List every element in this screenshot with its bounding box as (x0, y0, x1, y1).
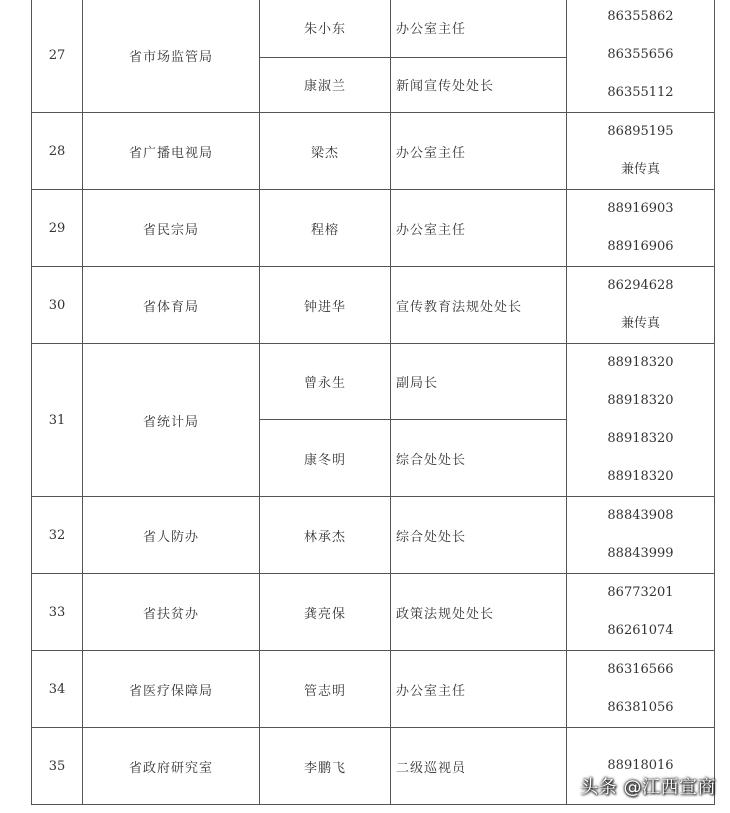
contact-name: 林承杰 (260, 497, 391, 574)
contact-name: 龚亮保 (260, 574, 391, 651)
phone-cell (567, 267, 715, 344)
organization: 省政府研究室 (83, 728, 260, 805)
phone-cell (567, 574, 715, 651)
row-number: 35 (32, 728, 83, 805)
contact-name: 程榕 (260, 190, 391, 267)
phone-number: 86381056 (607, 700, 674, 715)
contact-title: 办公室主任 (391, 190, 567, 267)
phone-number: 86294628 (607, 278, 674, 293)
watermark: 头条 @江西宣商 (580, 777, 716, 798)
contact-title: 办公室主任 (391, 651, 567, 728)
contact-table (31, 0, 715, 805)
contact-title: 综合处处长 (391, 420, 567, 497)
table-row (32, 497, 715, 574)
contact-title: 副局长 (391, 344, 567, 420)
organization: 省医疗保障局 (83, 651, 260, 728)
organization: 省体育局 (83, 267, 260, 344)
row-number: 31 (32, 344, 83, 497)
contact-name: 钟进华 (260, 267, 391, 344)
contact-name: 管志明 (260, 651, 391, 728)
phone-number: 86773201 (607, 585, 674, 600)
phone-number: 88918320 (607, 469, 674, 484)
contact-title: 办公室主任 (391, 113, 567, 190)
contact-title: 政策法规处处长 (391, 574, 567, 651)
phone-cell (567, 190, 715, 267)
phone-number: 88916906 (607, 239, 674, 254)
row-number: 29 (32, 190, 83, 267)
phone-number: 88918320 (607, 431, 674, 446)
phone-number: 88918320 (607, 355, 674, 370)
phone-number: 86895195 (607, 124, 674, 139)
table-row (32, 574, 715, 651)
contact-name: 康淑兰 (260, 57, 391, 112)
contact-title: 宣传教育法规处处长 (391, 267, 567, 344)
phone-note: 兼传真 (620, 316, 660, 331)
table-row (32, 0, 715, 57)
contact-name: 曾永生 (260, 344, 391, 420)
phone-number: 86261074 (607, 623, 674, 638)
organization: 省扶贫办 (83, 574, 260, 651)
phone-number: 86355112 (607, 85, 674, 100)
phone-cell (567, 497, 715, 574)
phone-number: 86355862 (607, 9, 674, 24)
phone-cell (567, 651, 715, 728)
contact-title: 二级巡视员 (391, 728, 567, 805)
contact-title: 办公室主任 (391, 0, 567, 57)
phone-note: 兼传真 (620, 162, 660, 177)
table-row (32, 113, 715, 190)
organization: 省广播电视局 (83, 113, 260, 190)
contact-title: 综合处处长 (391, 497, 567, 574)
phone-cell (567, 344, 715, 497)
phone-number: 86355656 (607, 47, 674, 62)
phone-number: 86316566 (607, 662, 674, 677)
phone-number: 88916903 (607, 201, 674, 216)
row-number: 28 (32, 113, 83, 190)
contact-name: 梁杰 (260, 113, 391, 190)
organization: 省人防办 (83, 497, 260, 574)
contact-name: 康冬明 (260, 420, 391, 497)
phone-cell (567, 0, 715, 113)
row-number: 27 (32, 0, 83, 113)
contact-name: 李鹏飞 (260, 728, 391, 805)
row-number: 32 (32, 497, 83, 574)
phone-number: 88918016 (607, 758, 674, 773)
table-row (32, 651, 715, 728)
phone-cell (567, 113, 715, 190)
phone-number: 88918320 (607, 393, 674, 408)
table-row (32, 344, 715, 420)
contact-title: 新闻宣传处处长 (391, 57, 567, 112)
row-number: 30 (32, 267, 83, 344)
phone-number: 88843908 (607, 508, 674, 523)
phone-number: 88843999 (607, 546, 674, 561)
organization: 省统计局 (83, 344, 260, 497)
organization: 省市场监管局 (83, 0, 260, 113)
table-row (32, 267, 715, 344)
row-number: 33 (32, 574, 83, 651)
organization: 省民宗局 (83, 190, 260, 267)
table-row (32, 190, 715, 267)
contact-name: 朱小东 (260, 0, 391, 57)
row-number: 34 (32, 651, 83, 728)
